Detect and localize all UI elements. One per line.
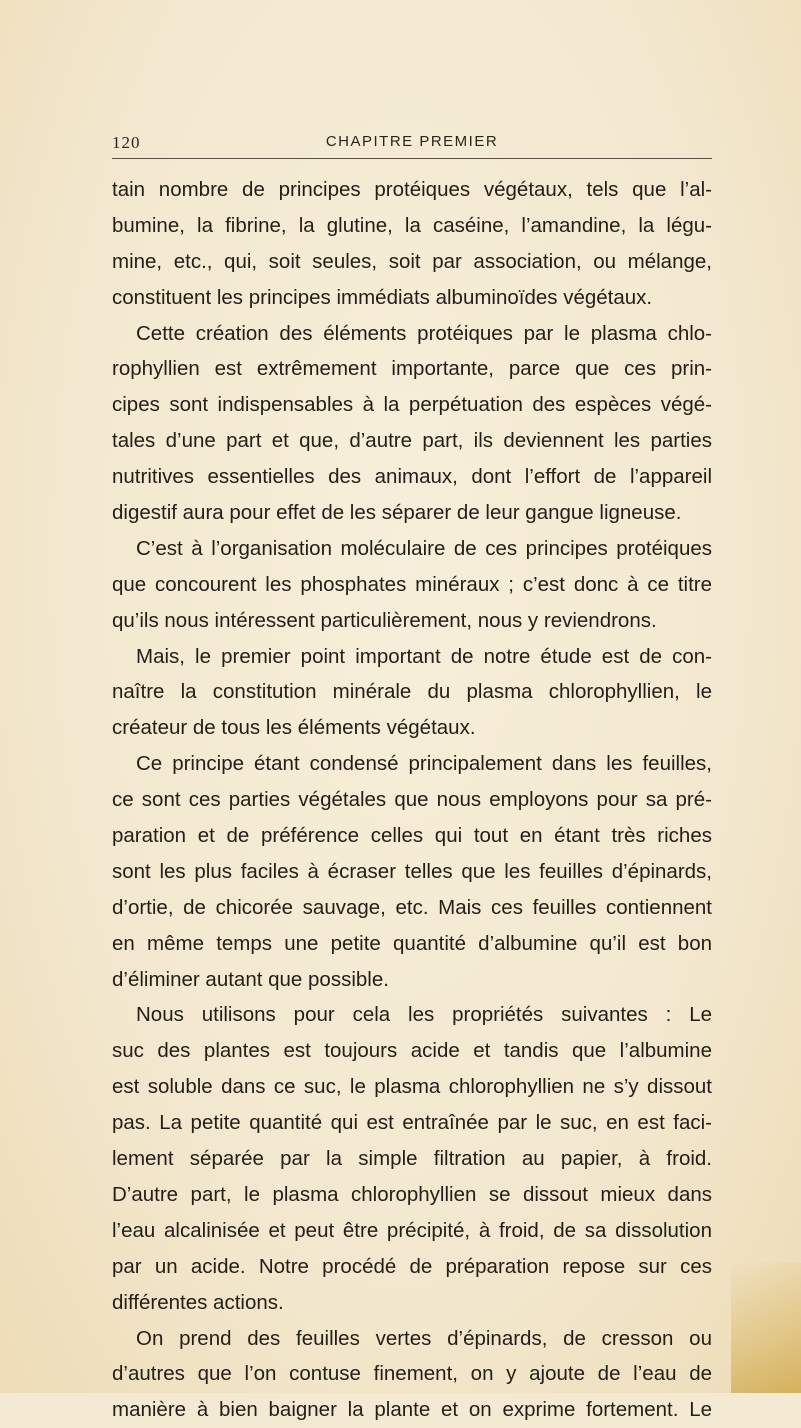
text-line: Mais, le premier point important de notre étude est de con- — [136, 644, 712, 668]
text-line: rophyllien est extrêmement importante, parce que ces prin- — [112, 357, 712, 381]
text-line: est soluble dans ce suc, le plasma chlorophyllien ne s’y dissout — [112, 1075, 712, 1099]
text-line: Ce principe étant condensé principalement dans les feuilles, — [136, 752, 712, 776]
text-line: sont les plus faciles à écraser telles que les feuilles d’épinards, — [112, 859, 712, 883]
text-line: d’ortie, de chicorée sauvage, etc. Mais ces feuilles contiennent — [112, 895, 712, 919]
text-line: C’est à l’organisation moléculaire de ces principes protéiques — [136, 536, 712, 560]
text-line: que concourent les phosphates minéraux ; c’est donc à ce titre — [112, 572, 712, 596]
text-line: ce sont ces parties végétales que nous employons pour sa pré- — [112, 788, 712, 812]
text-line: pas. La petite quantité qui est entraînée par le suc, en est faci- — [112, 1111, 712, 1135]
text-line: nutritives essentielles des animaux, dont l’effort de l’appareil — [112, 465, 712, 489]
text-line: constituent les principes immédiats albuminoïdes végétaux. — [112, 285, 653, 309]
text-line: D’autre part, le plasma chlorophyllien se dissout mieux dans — [112, 1182, 712, 1206]
text-line: différentes actions. — [112, 1290, 284, 1314]
text-line: Cette création des éléments protéiques par le plasma chlo- — [136, 321, 712, 345]
text-line: d’autres que l’on contuse finement, on y ajoute de l’eau de — [112, 1362, 712, 1386]
text-line: l’eau alcalinisée et peut être précipité, à froid, de sa dissolution — [112, 1218, 712, 1242]
text-line: manière à bien baigner la plante et on exprime fortement. Le — [112, 1398, 712, 1422]
page-header — [112, 133, 712, 159]
text-line: lement séparée par la simple filtration au papier, à froid. — [112, 1147, 712, 1171]
text-line: On prend des feuilles vertes d’épinards, de cresson ou — [136, 1326, 712, 1350]
text-line: paration et de préférence celles qui tout en étant très riches — [112, 824, 712, 848]
text-line: qu’ils nous intéressent particulièrement, nous y reviendrons. — [112, 608, 657, 632]
header-rule — [112, 158, 712, 159]
text-line: bumine, la fibrine, la glutine, la caséine, l’amandine, la légu- — [112, 213, 712, 237]
text-line: tales d’une part et que, d’autre part, ils deviennent les parties — [112, 429, 712, 453]
text-line: en même temps une petite quantité d’albumine qu’il est bon — [112, 931, 712, 955]
text-line: Nous utilisons pour cela les propriétés suivantes : Le — [136, 1003, 712, 1027]
text-line: d’éliminer autant que possible. — [112, 967, 389, 991]
text-line: cipes sont indispensables à la perpétuation des espèces végé- — [112, 393, 712, 417]
text-line: mine, etc., qui, soit seules, soit par association, ou mélange, — [112, 249, 712, 273]
text-line: par un acide. Notre procédé de préparation repose sur ces — [112, 1254, 712, 1278]
running-head: CHAPITRE PREMIER — [325, 133, 499, 150]
page-number: 120 — [112, 133, 141, 152]
text-line: créateur de tous les éléments végétaux. — [112, 716, 476, 740]
text-line: suc des plantes est toujours acide et tandis que l’albumine — [112, 1039, 712, 1063]
text-line: naître la constitution minérale du plasma chlorophyllien, le — [112, 680, 712, 704]
paper-stain — [731, 1263, 801, 1393]
text-line: digestif aura pour effet de les séparer de leur gangue ligneuse. — [112, 501, 682, 525]
body-text — [112, 172, 712, 1428]
text-line: tain nombre de principes protéiques végétaux, tels que l’al- — [112, 178, 712, 201]
